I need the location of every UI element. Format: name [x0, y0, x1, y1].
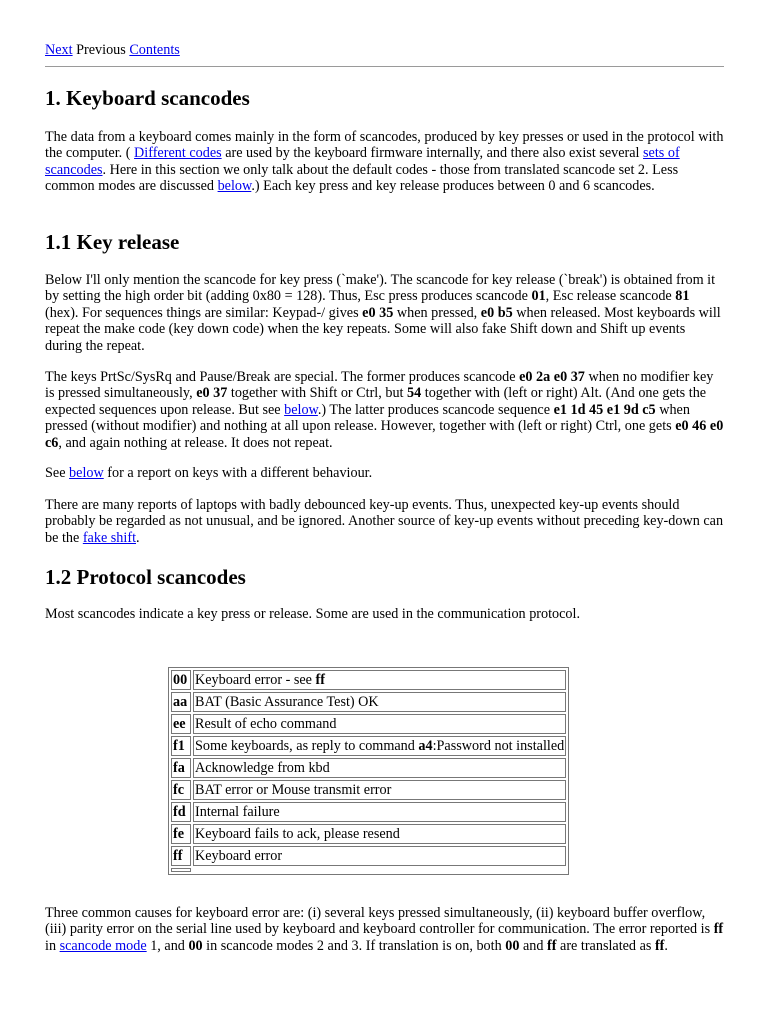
code: 81: [675, 288, 690, 305]
scancode-cell: f1: [171, 736, 191, 756]
below-link[interactable]: below: [284, 401, 318, 418]
code: e0 b5: [480, 304, 513, 321]
text: .: [136, 529, 140, 546]
see-below-paragraph: [45, 465, 725, 481]
table-row: [171, 736, 566, 756]
scancode-mode-link[interactable]: scancode mode: [59, 937, 147, 954]
text: Keyboard error: [195, 848, 283, 864]
table-row: [171, 802, 566, 822]
text: .) Each key press and key release produces between 0 and 6 scancodes.: [251, 178, 655, 195]
code: ff: [654, 937, 665, 954]
description-cell: [193, 824, 566, 844]
code: 00: [188, 937, 203, 954]
text: in: [45, 937, 60, 954]
text: together with Shift or Ctrl, but: [227, 385, 408, 402]
text: .) The latter produces scancode sequence: [317, 401, 554, 418]
top-rule: [45, 66, 724, 67]
section-key-release-heading: 1.1 Key release: [45, 230, 180, 254]
description-cell: [193, 736, 566, 756]
description-cell: [193, 714, 566, 734]
text: Three common causes for keyboard error are: (i) several keys pressed simultaneously, (ii) keyboard buffer overflow, (iii) parity error on the serial line used by keyboard and keyboard controller for communication. The error reported is: [45, 905, 714, 938]
previous-label: Previous: [76, 42, 126, 58]
code: e0 46 e0 c6: [45, 418, 724, 451]
code: a4: [418, 738, 433, 754]
scancode-cell: aa: [171, 692, 191, 712]
text: Some keyboards, as reply to command: [195, 738, 419, 754]
page-title: 1. Keyboard scancodes: [45, 86, 250, 110]
below-link[interactable]: below: [217, 178, 252, 195]
table-row: [171, 846, 566, 866]
text: are used by the keyboard firmware internally, and there also exist several: [221, 145, 644, 162]
text: are translated as: [556, 937, 655, 954]
text: . Here in this section we only talk about the default codes - those from translated scancode set 2. Less common modes are discussed: [45, 161, 679, 195]
text: when released. Most keyboards will repeat the make code (key down code) when the key repeats. Some will also fake Shift down and Shift up events during the repeat.: [45, 304, 721, 354]
code: ff: [547, 937, 557, 954]
text: The data from a keyboard comes mainly in the form of scancodes, produced by key presses or used in the protocol with the computer. (: [45, 129, 724, 162]
text: , Esc release scancode: [545, 288, 676, 305]
code: e0 35: [362, 304, 394, 321]
text: in scancode modes 2 and 3. If translation is on, both: [202, 937, 506, 954]
text: together with (left or right) Alt. (And one gets the expected sequences upon release. But see: [45, 385, 707, 418]
table-row: [171, 824, 566, 844]
text: (hex). For sequences things are similar: Keypad-/ gives: [45, 304, 363, 321]
code: 00: [505, 937, 520, 954]
text: and: [519, 937, 548, 954]
table-row: [171, 758, 566, 778]
text: BAT error or Mouse transmit error: [195, 782, 392, 798]
description-cell: [193, 758, 566, 778]
text: The keys PrtSc/SysRq and Pause/Break are special. The former produces scancode: [45, 369, 520, 385]
text: 1, and: [146, 937, 189, 954]
description-cell: [193, 802, 566, 822]
code: ff: [315, 672, 325, 688]
text: when pressed (without modifier) and nothing at all upon release. However, together with (left or right) Ctrl, one gets: [45, 401, 690, 435]
keyboard-error-paragraph: [45, 905, 725, 954]
text: See: [45, 465, 70, 481]
description-cell: [193, 780, 566, 800]
description-cell: [193, 846, 566, 866]
text: when pressed,: [393, 304, 481, 321]
scancode-cell: ee: [171, 714, 191, 734]
below-link[interactable]: below: [69, 465, 104, 481]
table-row: [171, 714, 566, 734]
table-row: [171, 692, 566, 712]
code: 01: [531, 288, 546, 305]
text: There are many reports of laptops with badly debounced key-up events. Thus, unexpected key-up events should probably be regarded as not unusual, and be ignored. Another source of key-up events without preceding key-down can be the: [45, 497, 724, 546]
text: Keyboard fails to ack, please resend: [195, 826, 400, 842]
scancode-cell: fc: [171, 780, 191, 800]
text: .: [664, 937, 668, 954]
different-codes-link[interactable]: Different codes: [134, 145, 222, 162]
code: e0 37: [196, 385, 228, 402]
scancode-cell: 00: [171, 670, 191, 690]
laptops-paragraph: [45, 497, 725, 546]
text: Acknowledge from kbd: [195, 760, 330, 776]
text: Internal failure: [195, 804, 280, 820]
scancode-cell: fe: [171, 824, 191, 844]
scancode-cell: fd: [171, 802, 191, 822]
text: Result of echo command: [195, 716, 337, 732]
code: 54: [407, 385, 422, 402]
sets-of-scancodes-link[interactable]: sets of scancodes: [45, 145, 680, 178]
nav-bar: [45, 42, 180, 58]
table-row: [171, 670, 566, 690]
scancode-cell: ff: [171, 846, 191, 866]
code: ff: [713, 921, 724, 938]
section-protocol-heading: 1.2 Protocol scancodes: [45, 565, 246, 589]
table-row-empty: [171, 868, 566, 872]
scancode-cell: fa: [171, 758, 191, 778]
fake-shift-link[interactable]: fake shift: [82, 529, 137, 546]
special-keys-paragraph: [45, 369, 725, 451]
text: :Password not installed: [432, 738, 565, 754]
table-row: [171, 780, 566, 800]
description-cell: [193, 670, 566, 690]
text: Below I'll only mention the scancode for key press (`make'). The scancode for key release (`break') is obtained from it by setting the high order bit (adding 0x80 = 128). Thus, Esc press produces scancode: [45, 272, 716, 305]
protocol-scancodes-table: [168, 667, 569, 875]
code: e1 1d 45 e1 9d c5: [553, 401, 656, 418]
code: e0 2a e0 37: [519, 369, 585, 385]
next-link[interactable]: Next: [45, 42, 73, 58]
intro-paragraph: [45, 129, 725, 195]
text: when no modifier key is pressed simultaneously,: [45, 369, 714, 402]
release-paragraph: [45, 272, 725, 354]
text: BAT (Basic Assurance Test) OK: [195, 694, 379, 710]
text: , and again nothing at release. It does not repeat.: [58, 434, 333, 451]
text: Keyboard error - see: [195, 672, 316, 688]
description-cell: [193, 692, 566, 712]
protocol-intro: Most scancodes indicate a key press or release. Some are used in the communication protocol.: [45, 606, 581, 622]
text: for a report on keys with a different behaviour.: [103, 465, 373, 481]
contents-link[interactable]: Contents: [129, 42, 180, 58]
empty-cell: [171, 868, 191, 872]
